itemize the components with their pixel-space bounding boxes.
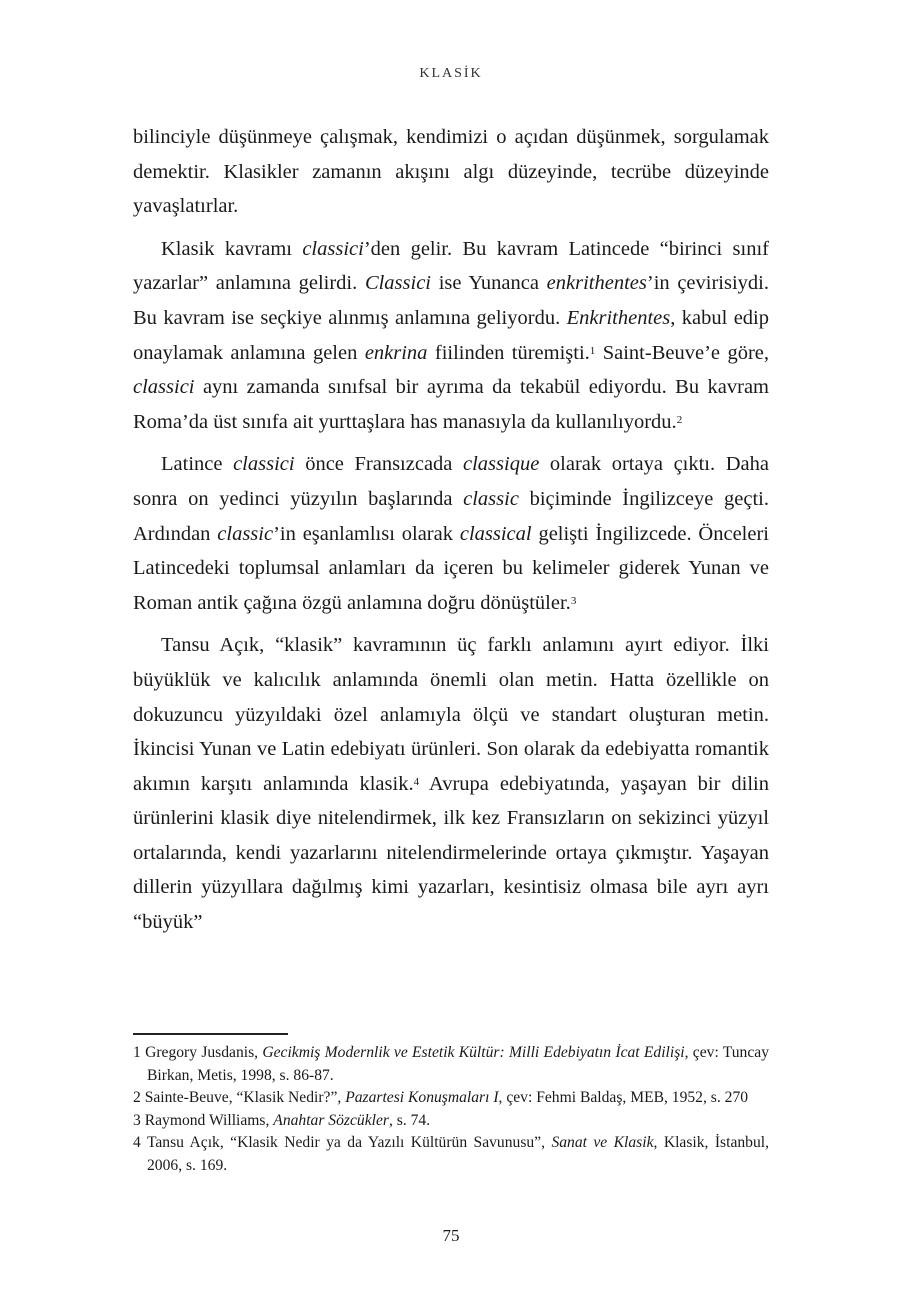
footnote-4 bbox=[133, 1132, 769, 1177]
running-header: KLASİK bbox=[419, 66, 483, 81]
text-run: ’den gelir. Bu kavram Latincede “birinci sınıf yazarlar” anlamına gelirdi. bbox=[133, 237, 769, 295]
text-run: 1 Gregory Jusdanis, bbox=[133, 1044, 263, 1061]
text-run: , kabul edip onaylamak anlamına gelen bbox=[133, 306, 769, 364]
text-run: ’in çevirisiydi. Bu kavram ise seçkiye alınmış anlamına geliyordu. bbox=[133, 272, 769, 329]
footnote-ref: 2 bbox=[676, 413, 683, 426]
paragraph-3 bbox=[133, 447, 769, 620]
italic-term: enkrina bbox=[364, 341, 428, 364]
italic-term: classic bbox=[217, 522, 274, 545]
text-run: , Klasik, İstanbul, 2006, s. 169. bbox=[147, 1134, 769, 1174]
text-run: Klasik kavramı bbox=[161, 237, 303, 260]
text-run: Saint-Beuve’e göre, bbox=[595, 341, 770, 364]
text-run: Latince bbox=[161, 453, 234, 476]
footnote-ref: 4 bbox=[413, 775, 420, 788]
text-run: , çev: Tuncay Birkan, Metis, 1998, s. 86-87. bbox=[147, 1044, 769, 1084]
italic-term: classici bbox=[233, 453, 295, 476]
italic-term: Anahtar Sözcükler bbox=[273, 1111, 389, 1129]
footnote-1 bbox=[133, 1042, 769, 1087]
italic-term: Enkrithentes bbox=[566, 306, 671, 329]
text-run: ise Yunanca bbox=[431, 272, 547, 295]
footnotes bbox=[133, 1042, 769, 1178]
italic-term: classici bbox=[133, 376, 195, 399]
footnote-3 bbox=[133, 1110, 769, 1133]
text-run: Avrupa edebiyatında, yaşayan bir dilin ürünlerini klasik diye nitelendirmek, ilk kez Fransızların on sekizinci yüzyıl ortalarında, kendi yazarlarını nitelendirmelerinde ortaya çıkmıştır. Yaşayan dillerin yüzyıllara dağılmış kimi yazarları, kesintisiz olmasa bile ayrı ayrı “büyük” bbox=[133, 772, 769, 934]
italic-term: classic bbox=[463, 487, 519, 510]
italic-term: Sanat ve Klasik bbox=[551, 1134, 654, 1152]
text-run: fiilinden türemişti. bbox=[427, 341, 590, 364]
text-run: olarak ortaya çıktı. Daha sonra on yedinci yüzyılın başlarında bbox=[133, 453, 769, 510]
italic-term: classical bbox=[459, 522, 532, 545]
italic-term: Pazartesi Konuşmaları I bbox=[345, 1089, 499, 1107]
footnote-separator bbox=[133, 1033, 288, 1035]
text-run: 3 Raymond Williams, bbox=[133, 1111, 274, 1129]
italic-term: Classici bbox=[364, 272, 432, 295]
footnote-2 bbox=[133, 1087, 769, 1110]
text-run: , s. 74. bbox=[388, 1111, 431, 1129]
text-run: aynı zamanda sınıfsal bir ayrıma da tekabül ediyordu. Bu kavram Roma’da üst sınıfa ait yurttaşlara has manasıyla da kullanılıyordu. bbox=[133, 376, 769, 433]
text-run: önce Fransızcada bbox=[294, 453, 463, 476]
text-run: biçiminde İngilizceye geçti. Ardından bbox=[133, 487, 769, 545]
text-run: 2 Sainte-Beuve, “Klasik Nedir?”, bbox=[133, 1089, 346, 1107]
text-run: 4 Tansu Açık, “Klasik Nedir ya da Yazılı Kültürün Savunusu”, bbox=[133, 1134, 552, 1152]
italic-term: enkrithentes bbox=[546, 272, 647, 295]
text-run: bilinciyle düşünmeye çalışmak, kendimizi o açıdan düşünmek, sorgulamak demektir. Klasikler zamanın akışını algı düzeyinde, tecrübe düzeyinde yavaşlatırlar. bbox=[133, 126, 769, 218]
paragraph-1 bbox=[133, 120, 769, 224]
body-text bbox=[133, 120, 769, 940]
italic-term: classique bbox=[463, 453, 540, 476]
italic-term: classici bbox=[302, 237, 364, 260]
paragraph-4 bbox=[133, 628, 769, 939]
footnote-ref: 1 bbox=[589, 344, 596, 357]
footnote-ref: 3 bbox=[570, 594, 577, 607]
italic-term: Gecikmiş Modernlik ve Estetik Kültür: Milli Edebiyatın İcat Edilişi bbox=[262, 1044, 685, 1061]
text-run: ’in eşanlamlısı olarak bbox=[273, 522, 460, 545]
paragraph-2 bbox=[133, 232, 769, 440]
page-number: 75 bbox=[442, 1226, 460, 1245]
text-run: gelişti İngilizcede. Önceleri Latincedeki toplumsal anlamları da içeren bu kelimeler giderek Yunan ve Roman antik çağına özgü anlamına doğru dönüştüler. bbox=[133, 522, 769, 614]
text-run: Tansu Açık, “klasik” kavramının üç farklı anlamını ayırt ediyor. İlki büyüklük ve kalıcılık anlamında önemli olan metin. Hatta özellikle on dokuzuncu yüzyıldaki özel anlamıyla ölçü ve standart oluşturan metin. İkincisi Yunan ve Latin edebiyatı ürünleri. Son olarak da edebiyatta romantik akımın karşıtı anlamında klasik. bbox=[133, 634, 769, 795]
text-run: , çev: Fehmi Baldaş, MEB, 1952, s. 270 bbox=[498, 1089, 749, 1107]
